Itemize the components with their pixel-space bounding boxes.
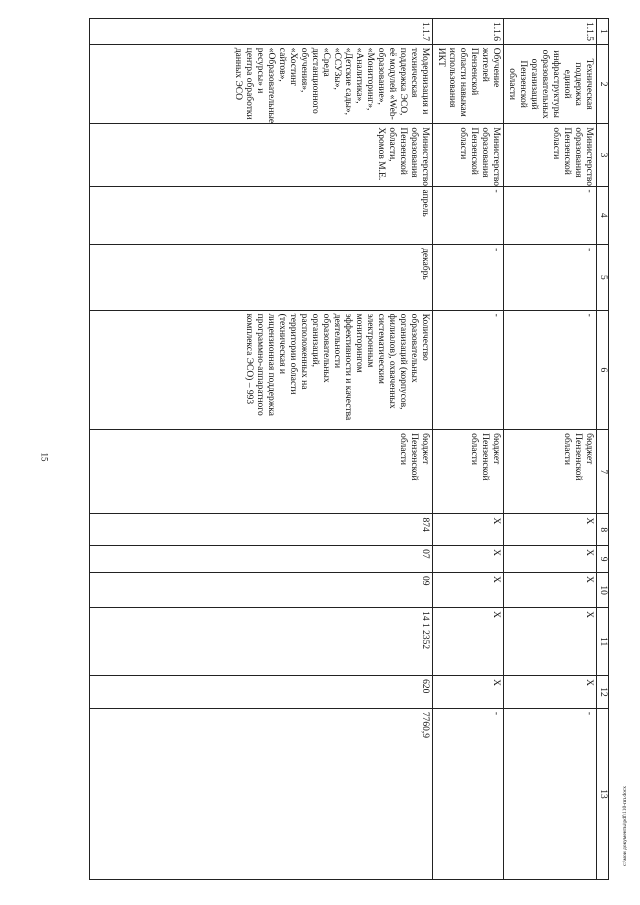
row-number: 1.1.6 bbox=[433, 19, 504, 45]
col-header-7: 7 bbox=[597, 430, 609, 514]
expected-result: Количество образовательных организаций (корпусов, филиалов), охваченных систематическим электронным мониторингом эффективности и качества деятельности образовательных организаций, расположенных на территории области (техническая и лицензионная поддержка программно-аппаратного комплекса ЭСО) – 993 bbox=[90, 310, 433, 429]
end-date: декабрь bbox=[90, 245, 433, 311]
amount-cell: - bbox=[433, 708, 504, 879]
code-cell: X bbox=[504, 546, 597, 573]
responsible-executor: Министерство образования Пензенской области bbox=[433, 124, 504, 186]
code-cell: 09 bbox=[90, 573, 433, 608]
expected-result: - bbox=[433, 310, 504, 429]
activity-name: Модернизация и техническая поддержка ЭСО, её модулей «Web-образование», «Мониторинг», «Аналитика», «Детские сады», «ССУЗы», «Среда дистанционного обучения», «Хостинг сайтов», «Образовательные ресурсы» и центра обработки данных ЭСО bbox=[90, 44, 433, 124]
code-cell: X bbox=[504, 676, 597, 709]
code-cell: X bbox=[433, 676, 504, 709]
end-date: - bbox=[504, 245, 597, 311]
table-row bbox=[90, 19, 433, 880]
code-cell: X bbox=[504, 608, 597, 676]
col-header-9: 9 bbox=[597, 546, 609, 573]
responsible-executor: Министерство образования Пензенской области, Хромов М.Е. bbox=[90, 124, 433, 186]
start-date: - bbox=[504, 186, 597, 245]
col-header-4: 4 bbox=[597, 186, 609, 245]
code-cell: 620 bbox=[90, 676, 433, 709]
funding-source: бюджет Пензенской области bbox=[504, 430, 597, 514]
code-cell: 07 bbox=[90, 546, 433, 573]
page-number: 15 bbox=[39, 452, 50, 462]
code-cell: X bbox=[433, 573, 504, 608]
col-header-12: 12 bbox=[597, 676, 609, 709]
table-row bbox=[504, 19, 597, 880]
start-date: - bbox=[433, 186, 504, 245]
code-cell: 874 bbox=[90, 514, 433, 546]
code-cell: 14 1 2352 bbox=[90, 608, 433, 676]
col-header-5: 5 bbox=[597, 245, 609, 311]
row-number: 1.1.5 bbox=[504, 19, 597, 45]
responsible-executor: Министерство образования Пензенской области bbox=[504, 124, 597, 186]
funding-source: бюджет Пензенской области bbox=[90, 430, 433, 514]
row-number: 1.1.7 bbox=[90, 19, 433, 45]
end-date: - bbox=[433, 245, 504, 311]
start-date: апрель bbox=[90, 186, 433, 245]
col-header-10: 10 bbox=[597, 573, 609, 608]
col-header-2: 2 bbox=[597, 44, 609, 124]
code-cell: X bbox=[433, 608, 504, 676]
amount-cell: 7760,9 bbox=[90, 708, 433, 879]
activity-name: Техническая поддержка единой инфраструктуры образовательных организаций Пензенской области bbox=[504, 44, 597, 124]
code-cell: X bbox=[504, 573, 597, 608]
footer-file-path: c:\мои документы\pdf\110-пп.docx bbox=[622, 785, 629, 867]
col-header-3: 3 bbox=[597, 124, 609, 186]
activity-name: Обучение жителей Пензенской области навыкам использования ИКТ bbox=[433, 44, 504, 124]
col-header-13: 13 bbox=[597, 708, 609, 879]
expected-result: - bbox=[504, 310, 597, 429]
code-cell: X bbox=[504, 514, 597, 546]
table-row bbox=[433, 19, 504, 880]
funding-source: бюджет Пензенской области bbox=[433, 430, 504, 514]
table-header-row bbox=[597, 19, 609, 880]
col-header-6: 6 bbox=[597, 310, 609, 429]
col-header-11: 11 bbox=[597, 608, 609, 676]
rotated-table-container bbox=[89, 18, 609, 880]
amount-cell: - bbox=[504, 708, 597, 879]
col-header-8: 8 bbox=[597, 514, 609, 546]
col-header-1: 1 bbox=[597, 19, 609, 45]
budget-activity-table bbox=[89, 18, 609, 880]
code-cell: X bbox=[433, 546, 504, 573]
code-cell: X bbox=[433, 514, 504, 546]
